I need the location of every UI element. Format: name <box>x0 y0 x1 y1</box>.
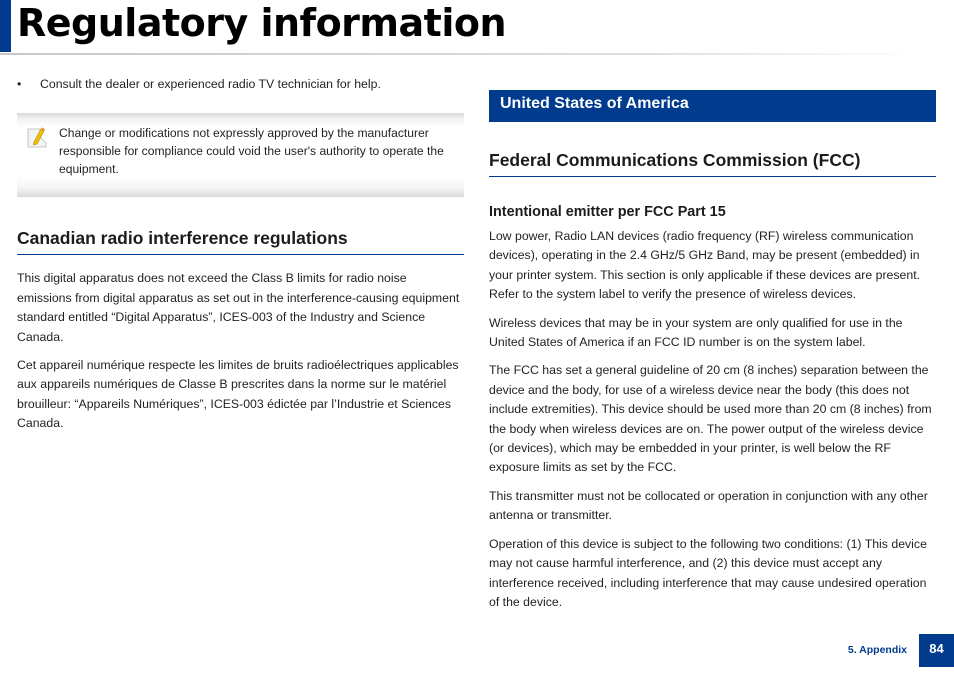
fcc-paragraph: Operation of this device is subject to the following two conditions: (1) This device may not cause harmful interference, and (2) this device must accept any interference received, including interference that may cause undesired operation of the device. <box>489 536 927 609</box>
title-accent-bar <box>0 0 11 52</box>
canada-paragraph-en: This digital apparatus does not exceed the Class B limits for radio noise emissions from digital apparatus as set out in the interference-causing equipment standard entitled “Digital Apparatus”, ICES-003 of the Industry and Science Canada. <box>17 271 460 344</box>
note-text: Change or modifications not expressly approved by the manufacturer responsible for compliance could void the user's authority to operate the equipment. <box>59 126 444 176</box>
page-title: Regulatory information <box>17 1 507 45</box>
note-pencil-icon <box>25 125 49 149</box>
canada-heading-rule <box>17 254 464 255</box>
fcc-heading: Federal Communications Commission (FCC) <box>489 150 861 170</box>
left-column <box>17 75 464 443</box>
section-title-bar: United States of America <box>489 90 936 122</box>
bullet-text: Consult the dealer or experienced radio TV technician for help. <box>40 77 381 91</box>
canada-paragraph-fr: Cet appareil numérique respecte les limites de bruits radioélectriques applicables aux appareils numériques de Classe B prescrites dans la norme sur le matériel brouilleur: “Appareils Numériques”, ICES-003 édictée par l’Industrie et Sciences Canada. <box>17 358 459 431</box>
canada-heading: Canadian radio interference regulations <box>17 228 348 249</box>
fcc-subheading: Intentional emitter per FCC Part 15 <box>489 204 726 220</box>
title-divider <box>0 53 920 55</box>
fcc-paragraph: This transmitter must not be collocated or operation in conjunction with any other antenna or transmitter. <box>489 488 928 523</box>
bullet-symbol: • <box>17 77 22 91</box>
note-box <box>17 113 464 197</box>
right-column <box>489 90 936 621</box>
page-number: 84 <box>919 634 954 667</box>
fcc-paragraph: The FCC has set a general guideline of 20 cm (8 inches) separation between the device and the body, for use of a wireless device near the body (this does not include extremities). This device should be used more than 20 cm (8 inches) from the body when wireless devices are on. The power output of the wireless device (or devices), which may be embedded in your printer, is well below the RF exposure limits as set by the FCC. <box>489 363 932 475</box>
fcc-paragraph: Low power, Radio LAN devices (radio frequency (RF) wireless communication devices), operating in the 2.4 GHz/5 GHz Band, may be present (embedded) in your printer system. This section is only applicable if these devices are present. Refer to the system label to verify the presence of wireless devices. <box>489 229 921 302</box>
footer-section-label: 5. Appendix <box>847 644 907 656</box>
bullet-item <box>17 75 464 94</box>
fcc-paragraph: Wireless devices that may be in your system are only qualified for use in the United States of America if an FCC ID number is on the system label. <box>489 315 903 350</box>
